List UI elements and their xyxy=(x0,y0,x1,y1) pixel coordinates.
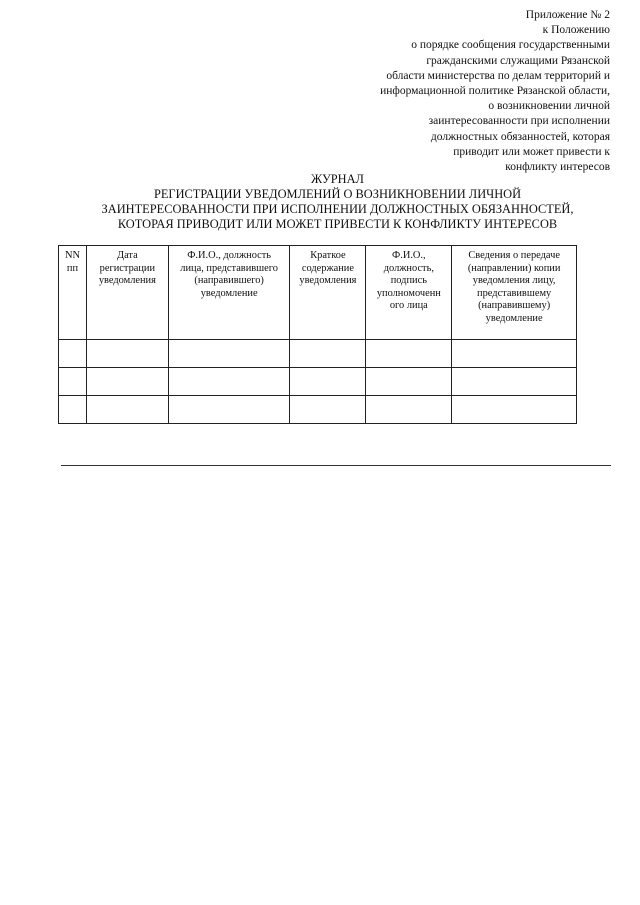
table-row xyxy=(59,340,577,368)
header-official-col xyxy=(366,246,452,340)
journal-subtitle-line: ЗАИНТЕРЕСОВАННОСТИ ПРИ ИСПОЛНЕНИИ ДОЛЖНОСТНЫХ ОБЯЗАННОСТЕЙ, xyxy=(101,202,574,216)
table-cell xyxy=(290,340,366,368)
table-row xyxy=(59,368,577,396)
appendix-line: информационной политике Рязанской области, xyxy=(380,85,610,98)
header-line: уведомления xyxy=(98,275,156,287)
header-line: уведомление xyxy=(485,312,543,324)
header-line: пп xyxy=(66,262,79,274)
table-cell xyxy=(59,396,87,424)
header-line: (направившему) xyxy=(478,300,551,312)
header-line: Дата xyxy=(117,250,138,261)
table-cell xyxy=(168,368,290,396)
table-cell xyxy=(86,396,168,424)
header-line: (направившего) xyxy=(194,275,264,287)
registration-table xyxy=(58,245,577,424)
header-line: должность, xyxy=(383,262,434,274)
header-line: уведомления xyxy=(299,275,357,287)
table-cell xyxy=(452,340,577,368)
header-line: лица, представившего xyxy=(180,262,278,274)
table-cell xyxy=(290,368,366,396)
table-row xyxy=(59,396,577,424)
appendix-line: Приложение № 2 xyxy=(525,9,610,21)
header-line: регистрации xyxy=(99,262,156,274)
appendix-line: к Положению xyxy=(542,24,610,37)
appendix-line: о возникновении личной xyxy=(488,100,610,113)
table-cell xyxy=(168,340,290,368)
header-line: Сведения о передаче xyxy=(468,250,560,261)
journal-subtitle-line: РЕГИСТРАЦИИ УВЕДОМЛЕНИЙ О ВОЗНИКНОВЕНИИ ЛИЧНОЙ xyxy=(153,187,522,201)
header-summary-col xyxy=(290,246,366,340)
table-header-row xyxy=(59,246,577,340)
table-cell xyxy=(168,396,290,424)
header-line: представившему xyxy=(477,287,552,299)
header-date-col xyxy=(86,246,168,340)
header-line: Краткое xyxy=(310,250,346,261)
table-cell xyxy=(366,396,452,424)
table-cell xyxy=(290,396,366,424)
header-line: уведомление xyxy=(200,287,258,299)
header-line: уведомления лицу, xyxy=(472,275,556,287)
table-cell xyxy=(452,396,577,424)
header-line: Ф.И.О., xyxy=(392,250,426,261)
appendix-line: о порядке сообщения государственными xyxy=(411,39,610,52)
header-line: уполномоченн xyxy=(376,287,441,299)
table-cell xyxy=(59,340,87,368)
table-cell xyxy=(86,368,168,396)
table-cell xyxy=(366,368,452,396)
table-cell xyxy=(366,340,452,368)
appendix-block xyxy=(310,8,610,175)
appendix-line: области министерства по делам территорий и xyxy=(386,69,610,82)
separator-line xyxy=(61,465,611,466)
header-number-col xyxy=(59,246,87,340)
journal-subtitle-line: КОТОРАЯ ПРИВОДИТ ИЛИ МОЖЕТ ПРИВЕСТИ К КОНФЛИКТУ ИНТЕРЕСОВ xyxy=(117,217,558,231)
header-line: подпись xyxy=(390,275,427,287)
header-line: ого лица xyxy=(389,300,428,312)
appendix-line: конфликту интересов xyxy=(505,161,610,174)
appendix-line: приводит или может привести к xyxy=(453,145,610,158)
appendix-line: заинтересованности при исполнении xyxy=(428,115,610,128)
header-line: (направлении) копии xyxy=(467,262,561,274)
header-line: NN xyxy=(64,250,80,261)
header-submitter-col xyxy=(168,246,290,340)
appendix-line: гражданскими служащими Рязанской xyxy=(426,54,610,67)
table-cell xyxy=(452,368,577,396)
journal-title: ЖУРНАЛ xyxy=(311,172,364,186)
table-cell xyxy=(59,368,87,396)
table-cell xyxy=(86,340,168,368)
journal-heading xyxy=(60,172,615,232)
header-line: Ф.И.О., должность xyxy=(187,250,272,261)
header-line: содержание xyxy=(301,262,354,274)
appendix-line: должностных обязанностей, которая xyxy=(430,130,610,143)
header-transfer-col xyxy=(452,246,577,340)
